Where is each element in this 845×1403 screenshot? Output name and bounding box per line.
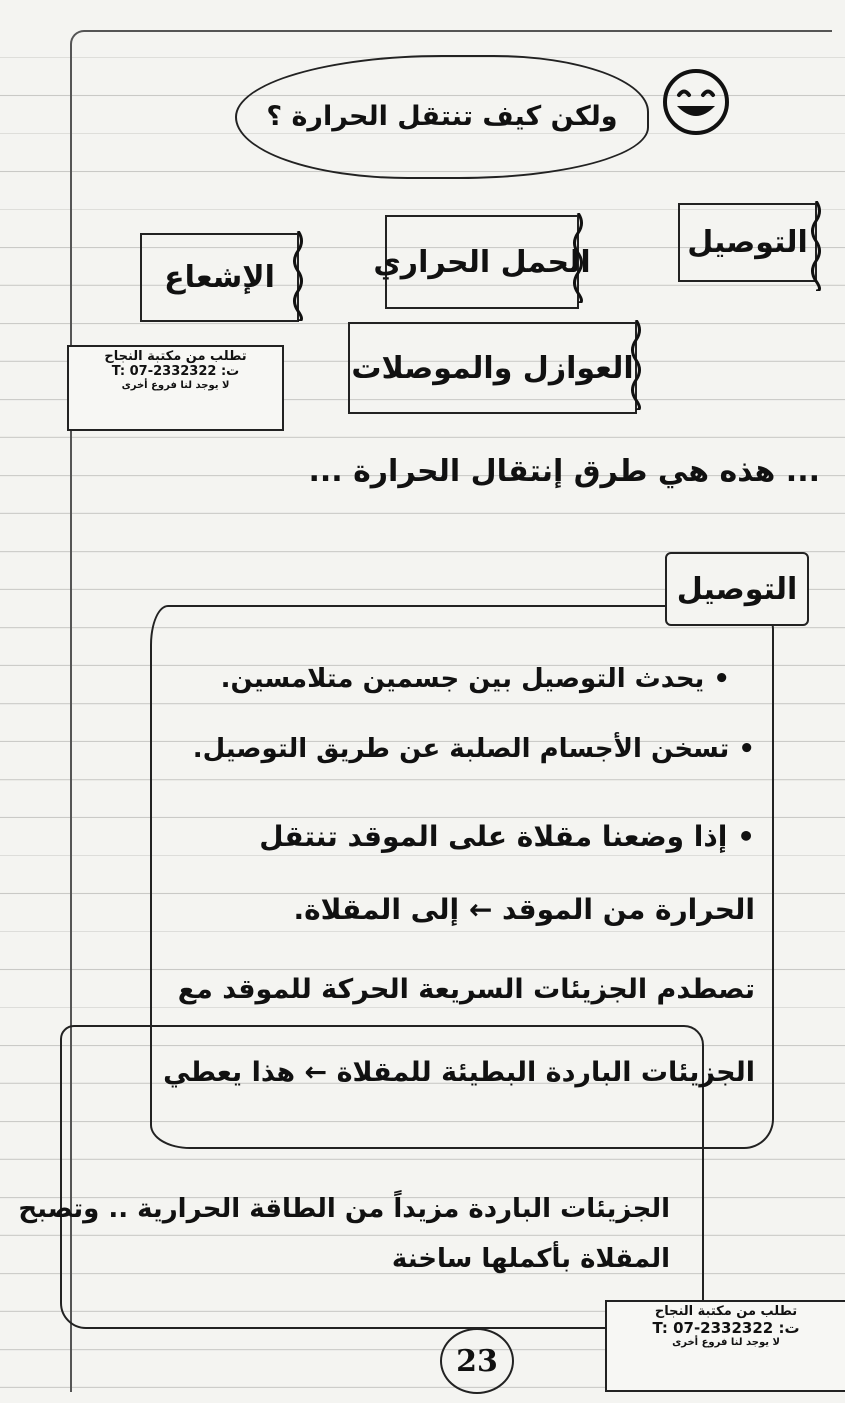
page-number-text: 23 <box>456 1343 498 1379</box>
intro-text: ... هذه هي طرق إنتقال الحرارة ... <box>308 454 820 489</box>
section-line-4: الحرارة من الموقد ← إلى المقلاة. <box>293 893 755 926</box>
stamp-line-3: لا يوجد لنا فروع أخرى <box>672 1337 780 1349</box>
stamp-line-2: T: 07-2332322 :ت <box>111 363 240 379</box>
section-line-6: الجزيئات الباردة البطيئة للمقلاة ← هذا يعطي <box>163 1057 755 1088</box>
section-line-2: • تسخن الأجسام الصلبة عن طريق التوصيل. <box>192 734 755 764</box>
scroll-edge-icon <box>571 213 585 303</box>
method-insulators-label: العوازل والموصلات <box>351 350 634 386</box>
section-line-8: المقلاة بأكملها ساخنة <box>391 1244 670 1274</box>
library-stamp-top <box>67 345 284 431</box>
section-title: التوصيل <box>676 571 798 607</box>
method-box-radiation <box>140 233 299 322</box>
method-box-convection <box>373 215 591 309</box>
scroll-edge-icon <box>291 231 305 321</box>
method-radiation-label: الإشعاع <box>164 260 275 295</box>
method-convection-label: الحمل الحراري <box>373 244 591 280</box>
section-line-5: تصطدم الجزيئات السريعة الحركة للموقد مع <box>177 974 755 1005</box>
question-cloud <box>235 55 649 179</box>
scroll-edge-icon <box>809 201 823 291</box>
method-box-conduction <box>678 203 817 282</box>
method-box-insulators <box>348 322 637 414</box>
question-text: ولكن كيف تنتقل الحرارة ؟ <box>266 101 618 133</box>
section-line-3: • إذا وضعنا مقلاة على الموقد تنتقل <box>259 820 755 853</box>
smiley-icon <box>662 68 730 136</box>
library-stamp-bottom <box>605 1300 845 1392</box>
scroll-edge-icon <box>629 320 643 410</box>
method-conduction-label: التوصيل <box>687 225 808 260</box>
stamp-line-3: لا يوجد لنا فروع أخرى <box>121 379 230 391</box>
section-line-7: الجزيئات الباردة مزيداً من الطاقة الحرارية .. وتصبح <box>18 1194 670 1224</box>
stamp-line-1: تطلب من مكتبة النجاح <box>654 1304 798 1319</box>
stamp-line-2: T: 07-2332322 :ت <box>652 1318 800 1337</box>
section-title-box <box>665 552 809 626</box>
page-number <box>440 1328 514 1394</box>
stamp-line-1: تطلب من مكتبة النجاح <box>104 349 247 364</box>
section-line-1: • يحدث التوصيل بين جسمين متلامسين. <box>220 664 730 694</box>
